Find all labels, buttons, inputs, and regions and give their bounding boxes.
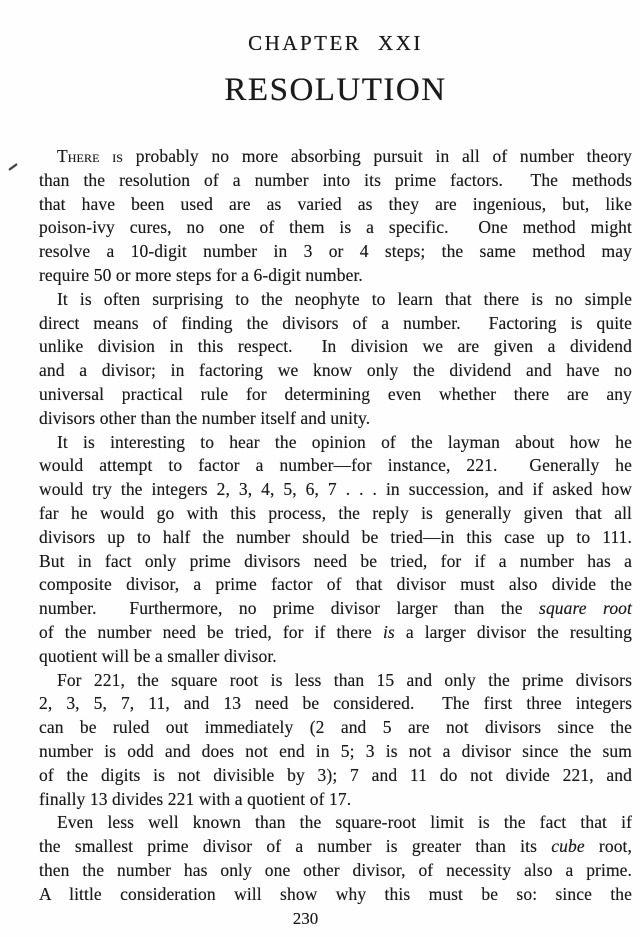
text-line [39,740,632,764]
smallcaps-text: There is [57,146,124,166]
text-line [39,526,632,550]
text-line [39,216,632,240]
text-segment: direct means of finding the divisors of a number. Factoring is quite [39,312,632,333]
text-segment: composite divisor, a prime factor of that divisor must also divide the [39,574,632,595]
text-line [39,145,632,169]
text-segment: would try the integers 2, 3, 4, 5, 6, 7 . . . in succession, and if asked how [39,479,632,500]
text-line [39,383,632,407]
paragraph [39,669,632,812]
text-segment: require 50 or more steps for a 6-digit number. [39,264,363,285]
text-segment: number is odd and does not end in 5; 3 is not a divisor since the sum [39,740,632,761]
text-segment: unlike division in this respect. In division we are given a dividend [39,336,632,357]
text-segment: of the digits is not divisible by 3); 7 and 11 do not divide 221, and [39,764,632,785]
text-segment: It is often surprising to the neophyte to learn that there is no simple [57,288,632,309]
text-line [39,335,632,359]
text-segment: universal practical rule for determining even whether there are any [39,383,632,404]
text-line [39,716,632,740]
text-line [39,478,632,502]
text-line [39,240,632,264]
text-segment: then the number has only one other divisor, of necessity also a prime. [39,859,632,880]
text-segment: than the resolution of a number into its prime factors. The methods [39,169,632,190]
text-segment: root, [584,836,632,857]
paragraph [39,145,632,288]
text-segment: poison-ivy cures, no one of them is a specific. One method might [39,217,632,238]
text-line [39,645,632,669]
text-segment: far he would go with this process, the reply is generally given that all [39,502,632,523]
text-line [39,193,632,217]
text-segment: probably no more absorbing pursuit in all of number theory [123,146,632,166]
paragraph [39,288,632,431]
text-segment: and a divisor; in factoring we know only the dividend and have no [39,360,632,381]
text-line [39,502,632,526]
text-segment: divisors other than the number itself and unity. [39,407,371,428]
text-segment: A little consideration will show why this must be so: since the [39,883,632,904]
text-line [39,431,632,455]
text-line [39,573,632,597]
text-line [39,169,632,193]
paragraph [39,811,632,906]
text-segment: 2, 3, 5, 7, 11, and 13 need be considered. The first three integers [39,693,632,714]
text-line [39,692,632,716]
text-segment: can be ruled out immediately (2 and 5 are not divisors since the [39,717,632,738]
text-line [39,264,632,288]
chapter-title: RESOLUTION [224,72,447,108]
text-segment: divisors up to half the number should be tried—in this case up to 111. [39,526,632,547]
text-segment: For 221, the square root is less than 15 and only the prime divisors [57,669,632,690]
text-line [39,407,632,431]
text-line [39,359,632,383]
text-segment: finally 13 divides 221 with a quotient of 17. [39,788,352,809]
text-segment: number. Furthermore, no prime divisor larger than the [39,598,540,619]
chapter-heading: CHAPTER XXI [248,31,423,55]
text-segment: a larger divisor the resulting [394,621,632,642]
text-line [39,621,632,645]
text-segment: would attempt to factor a number—for instance, 221. Generally he [39,455,632,476]
text-segment: the smallest prime divisor of a number is greater than its [39,836,552,857]
body-text [39,145,632,907]
text-segment: quotient will be a smaller divisor. [39,645,277,666]
paragraph [39,431,632,669]
text-line [39,669,632,693]
italic-text: cube [551,836,585,857]
text-line [39,811,632,835]
italic-text: is [382,621,395,642]
page-number: 230 [292,908,319,928]
italic-text: square root [539,598,632,619]
text-line [39,835,632,859]
text-line [39,597,632,621]
text-segment: But in fact only prime divisors need be tried, for if a number has a [39,550,632,571]
text-segment: that have been used are as varied as they are ingenious, but, like [39,193,632,214]
text-line [39,764,632,788]
margin-pen-mark [8,163,17,170]
text-segment: Even less well known than the square-root limit is the fact that if [57,812,632,833]
text-column [39,33,632,930]
text-line [39,288,632,312]
text-segment: resolve a 10-digit number in 3 or 4 steps; the same method may [39,241,632,262]
text-line [39,550,632,574]
text-segment: It is interesting to hear the opinion of the layman about how he [57,431,632,452]
text-line [39,883,632,907]
text-line [39,454,632,478]
text-segment: of the number need be tried, for if there [39,621,383,642]
text-line [39,859,632,883]
text-line [39,788,632,812]
text-line [39,312,632,336]
